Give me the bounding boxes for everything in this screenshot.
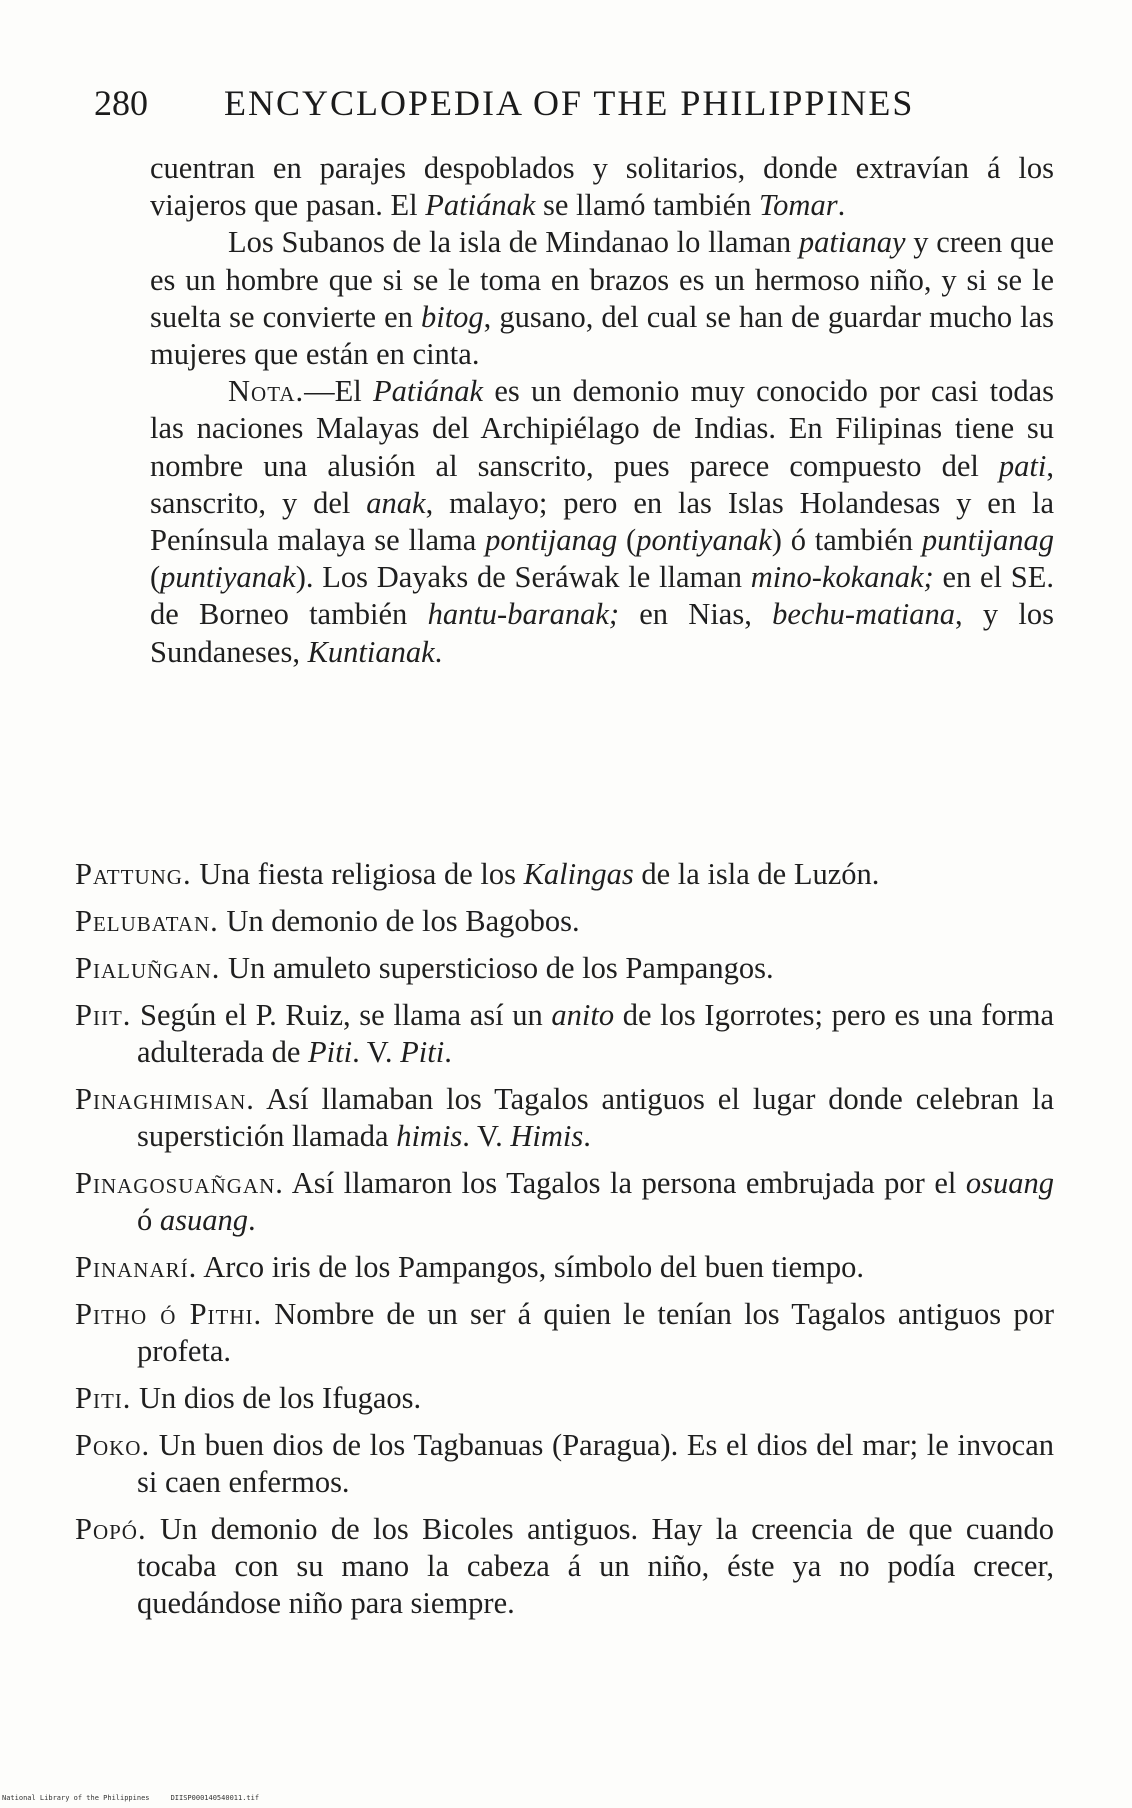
text-run: es un demonio muy conocido por casi todas las naciones Malayas del Archipiélago de Indias. En Filipinas tiene su nombre una alusión al sanscrito, pues parece compuesto del (150, 374, 1054, 483)
italic-term: mino-kokanak; (750, 560, 934, 595)
italic-term: pati (998, 448, 1047, 483)
entry-popo (75, 1511, 1054, 1622)
entry-pinagosuangan (75, 1165, 1054, 1239)
italic-term: pontijanag (485, 523, 618, 558)
italic-term: Himis (510, 1119, 584, 1153)
text-run: Un buen dios de los Tagbanuas (Paragua). Es el dios del mar; le invocan si caen enfermos. (137, 1428, 1054, 1499)
italic-term: asuang (159, 1203, 248, 1237)
italic-term: bitog (420, 299, 484, 334)
text-run: Una fiesta religiosa de los (191, 857, 524, 891)
paragraph-nota (150, 373, 1054, 671)
text-run: . V. (352, 1035, 401, 1069)
text-run: Según el P. Ruiz, se llama así un (131, 998, 552, 1032)
italic-term: puntijanag (921, 523, 1054, 558)
text-run: Los Subanos de la isla de Mindanao lo llaman (228, 225, 799, 260)
paragraph-subanos (150, 224, 1054, 373)
text-run: . (248, 1203, 256, 1237)
text-run: de los Igorrotes; pero es una forma adulterada de (137, 998, 1055, 1069)
text-run: Arco iris de los Pampangos, símbolo del buen tiempo. (197, 1250, 864, 1284)
italic-term: Kalingas (523, 857, 634, 891)
italic-term: hantu-baranak; (427, 597, 620, 632)
text-run: , malayo; pero en las Islas Holandesas y en la Península malaya se llama (150, 485, 1054, 558)
entry-poko (75, 1427, 1054, 1501)
text-run: Así llamaban los Tagalos antiguos el lugar donde celebran la superstición llamada (137, 1082, 1054, 1153)
text-run: . (444, 1035, 452, 1069)
italic-term: bechu-matiana (772, 597, 956, 632)
text-run: Así llamaron los Tagalos la persona embrujada por el (283, 1166, 966, 1200)
running-header (94, 82, 1054, 132)
entry-piti (75, 1380, 1054, 1417)
text-run: de la isla de Luzón. (633, 857, 880, 891)
text-run: ( (150, 560, 161, 595)
scan-footer: National Library of the Philippines DIISP000140540011.tif (2, 1794, 260, 1802)
italic-term: Piti (308, 1035, 353, 1069)
patianak-continuation (150, 150, 1054, 671)
text-run: Un amuleto supersticioso de los Pampangos. (220, 951, 774, 985)
entry-term: Pialuñgan. (75, 951, 221, 985)
text-run: , y los Sundaneses, (150, 597, 1055, 669)
entry-pitho (75, 1296, 1054, 1370)
text-run: Un demonio de los Bagobos. (218, 904, 580, 938)
entry-term: Pitho ó Pithi. (75, 1297, 263, 1331)
text-run: ). Los Dayaks de Seráwak le llaman (295, 560, 751, 595)
entry-pinaghimisan (75, 1081, 1054, 1155)
entry-pelubatan (75, 903, 1054, 940)
text-run: Nombre de un ser á quien le tenían los Tagalos antiguos por profeta. (137, 1297, 1054, 1368)
text-run: y creen que es un hombre que si se le toma en brazos es un hermoso niño, y si se le suelta se convierte en (150, 225, 1054, 334)
text-run: cuentran en parajes despoblados y solitarios, donde extravían á los viajeros que pasan. El (150, 151, 1054, 223)
text-run: . (837, 188, 846, 223)
text-run: . (583, 1119, 591, 1153)
text-run: ( (617, 523, 637, 558)
entry-pialungan (75, 950, 1054, 987)
italic-term: Kuntianak (307, 634, 435, 669)
text-run: ) ó también (771, 523, 922, 558)
italic-term: Piti (400, 1035, 445, 1069)
italic-term: Tomar (759, 188, 838, 223)
italic-term: anito (551, 998, 615, 1032)
text-run: , sanscrito, y del (150, 448, 1054, 520)
text-run: ó (137, 1203, 160, 1237)
entry-term: Pattung. (75, 857, 192, 891)
page-number: 280 (94, 83, 148, 123)
entry-term: Popó. (75, 1512, 147, 1546)
entry-term: Pinanarí. (75, 1250, 198, 1284)
italic-term: Patiának (425, 188, 536, 223)
text-run: . V. (462, 1119, 511, 1153)
text-run: , gusano, del cual se han de guardar mucho las mujeres que están en cinta. (150, 299, 1054, 372)
entry-term: Pelubatan. (75, 904, 219, 938)
text-run: . (434, 634, 443, 669)
italic-term: patianay (798, 225, 906, 260)
italic-term: osuang (965, 1166, 1054, 1200)
italic-term: pontiyanak (636, 523, 772, 558)
italic-term: anak (366, 485, 426, 520)
text-run: Un dios de los Ifugaos. (131, 1381, 422, 1415)
entry-pattung (75, 856, 1054, 893)
text-run: en el SE. de Borneo también (150, 560, 1054, 632)
italic-term: himis (396, 1119, 463, 1153)
text-run: —El (304, 374, 373, 409)
running-title: ENCYCLOPEDIA OF THE PHILIPPINES (224, 83, 915, 123)
nota-label: Nota. (228, 374, 305, 409)
text-run: Un demonio de los Bicoles antiguos. Hay la creencia de que cuando tocaba con su mano la cabeza á un niño, éste ya no podía crecer, quedándose niño para siempre. (137, 1512, 1054, 1620)
entry-term: Piit. (75, 998, 132, 1032)
italic-term: Patiának (372, 374, 484, 409)
dictionary-entries (75, 856, 1054, 1632)
text-run: en Nias, (619, 597, 773, 632)
entry-term: Poko. (75, 1428, 151, 1462)
entry-pinanari (75, 1249, 1054, 1286)
entry-term: Piti. (75, 1381, 132, 1415)
text-run: se llamó también (535, 188, 760, 223)
italic-term: puntiyanak (160, 560, 296, 595)
entry-term: Pinaghimisan. (75, 1082, 255, 1116)
paragraph-tomar (150, 150, 1054, 224)
entry-term: Pinagosuañgan. (75, 1166, 284, 1200)
entry-piit (75, 997, 1054, 1071)
